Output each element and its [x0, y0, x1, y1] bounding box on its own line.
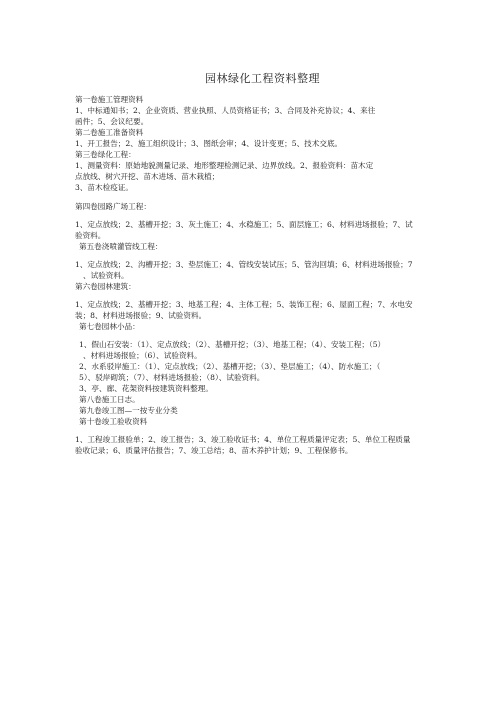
- text-line: 1、工程竣工报验单；2、竣工报告；3、竣工验收证书；4、单位工程质量评定表；5、单位工程质量: [75, 435, 411, 444]
- section-heading-5: 第五卷浇喷灌管线工程：: [79, 242, 163, 251]
- spacer: [75, 252, 460, 259]
- section-heading-10: 第十卷竣工验收资料: [79, 417, 148, 426]
- text-line: 1、定点放线；2、沟槽开挖；3、垫层施工；4、管线安装试压；5、管沟回填；6、材料进场报验；7: [75, 260, 413, 269]
- text-line: 装；8、材料进场报验；9、试验资料。: [75, 311, 207, 320]
- text-line: 点放线、树穴开挖、苗木进场、苗木栽植；: [75, 172, 220, 181]
- spacer: [75, 292, 460, 299]
- text-line: 1、中标通知书；2、企业资质、营业执照、人员资格证书；3、合同及补充协议；4、来往: [75, 106, 376, 115]
- section-heading-8: 第八卷施工日志。: [79, 395, 140, 404]
- text-line: 1、定点放线；2、基槽开挖；3、灰土施工；4、水稳施工；5、面层施工；6、材料进场报验；7、试: [75, 220, 413, 229]
- section-heading-2: 第二卷施工准备资料: [75, 128, 144, 137]
- text-line: 1、测量资料：原始地貌测量记录、地形整理检测记录、边界放线。2、报验资料：苗木定: [75, 161, 374, 170]
- document-title: 园林绿化工程资料整理: [205, 72, 320, 85]
- text-line: 3、苗木检疫证。: [75, 183, 133, 192]
- spacer: [75, 212, 460, 219]
- text-line: 3、亭、廊、花架资料按建筑资料整理。: [79, 384, 213, 393]
- text-line: 2、水系驳岸施工：（1）、定点放线；（2）、基槽开挖；（3）、垫层施工；（4）、防水施工；（: [79, 362, 381, 371]
- text-line: 1、开工报告；2、施工组织设计；3、图纸会审；4、设计变更；5、技术交底。: [75, 139, 343, 148]
- text-line: 、材料进场报验；（6）、试验资料。: [83, 351, 202, 360]
- section-heading-1: 第一卷施工管理资料: [75, 95, 144, 104]
- text-line: 函件；5、会议纪要。: [75, 117, 149, 126]
- spacer: [75, 427, 460, 434]
- section-heading-6: 第六卷园林建筑：: [75, 282, 136, 291]
- text-line: 1、假山石安装：（1）、定点放线；（2）、基槽开挖；（3）、地基工程；（4）、安装工程；（5）: [79, 340, 386, 349]
- spacer: [75, 193, 460, 201]
- text-line: 验收记录；6、质量评估报告；7、竣工总结；8、苗木养护计划；9、工程保修书。: [75, 446, 353, 455]
- section-heading-7: 第七卷园林小品：: [79, 322, 140, 331]
- spacer: [75, 332, 460, 339]
- text-line: 5）、驳岸砌筑；（7）、材料进场报验；（8）、试验资料。: [79, 373, 265, 382]
- text-line: 验资料。: [75, 231, 106, 240]
- text-line: 1、定点放线；2、基槽开挖；3、地基工程；4、主体工程；5、装饰工程；6、屋面工程；7、水电安: [75, 300, 413, 309]
- text-line: 、试验资料。: [83, 271, 129, 280]
- section-heading-4: 第四卷园路广场工程：: [75, 202, 151, 211]
- section-heading-3: 第三卷绿化工程：: [75, 150, 136, 159]
- section-heading-9: 第九卷竣工图—一按专业分类: [79, 406, 178, 415]
